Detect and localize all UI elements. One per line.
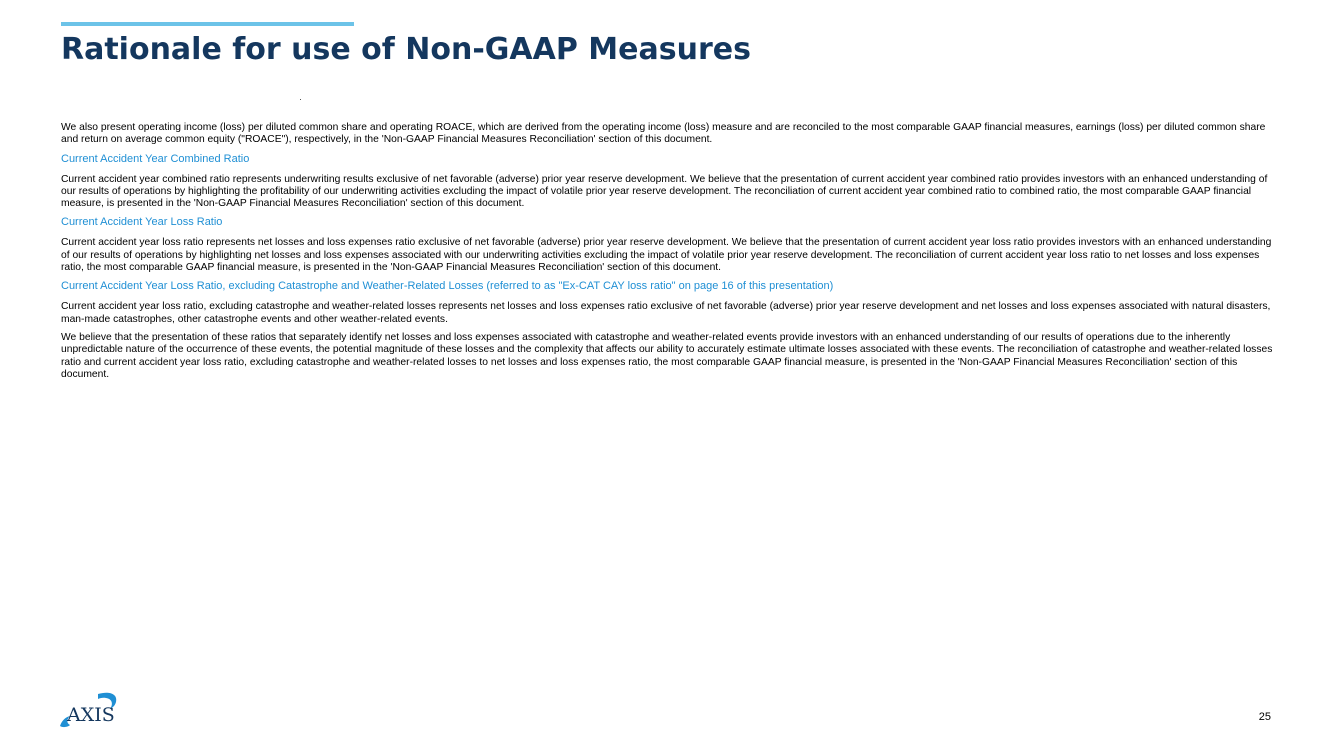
section-paragraph-cay-loss-ratio: Current accident year loss ratio represents net losses and loss expenses ratio exclusive of net favorable (adverse) prior year reserve development. We believe that the presentation of current accident year loss ratio provides investors with an enhanced understanding of our results of operations by highlighting net losses and loss expenses associated with our underwriting activities excluding the impact of volatile prior year reserve development. The reconciliation of current accident year loss ratio to net losses and loss expenses ratio, the most comparable GAAP financial measure, is presented in the 'Non-GAAP Financial Measures Reconciliation' section of this document.: [61, 237, 1272, 274]
page-number: 25: [1258, 711, 1271, 723]
section-paragraph-excat-rationale: We believe that the presentation of these ratios that separately identify net losses and loss expenses associated with catastrophe and weather-related events provide investors with an enhanced understanding of our results of operations due to the inherently unpredictable nature of the occurrence of these events, the potential magnitude of these losses and the complexity that affects our ability to accurately estimate ultimate losses associated with these events. The reconciliation of catastrophe and weather-related losses ratio and current accident year loss ratio, excluding catastrophe and weather-related losses to net losses and loss expenses ratio, the most comparable GAAP financial measure, is presented in the 'Non-GAAP Financial Measures Reconciliation' section of this document.: [61, 331, 1273, 380]
section-paragraph-cay-combined-ratio: Current accident year combined ratio represents underwriting results exclusive of net favorable (adverse) prior year reserve development. We believe that the presentation of current accident year combined ratio provides investors with an enhanced understanding of our results of operations by highlighting the profitability of our underwriting activities excluding the impact of volatile prior year reserve development. The reconciliation of current accident year combined ratio to combined ratio, the most comparable GAAP financial measure, is presented in the 'Non-GAAP Financial Measures Reconciliation' section of this document.: [61, 173, 1268, 210]
intro-paragraph: We also present operating income (loss) per diluted common share and operating ROACE, which are derived from the operating income (loss) measure and are reconciled to the most comparable GAAP financial measures, earnings (loss) per diluted common share and return on average common equity ("ROACE"), respectively, in the 'Non-GAAP Financial Measures Reconciliation' section of this document.: [61, 122, 1266, 146]
section-heading-excat-cay-loss-ratio: Current Accident Year Loss Ratio, excluding Catastrophe and Weather-Related Losses (referred to as "Ex-CAT CAY loss ratio" on page 16 of this presentation): [61, 280, 834, 293]
decorative-dot: [300, 99, 301, 100]
section-heading-cay-combined-ratio: Current Accident Year Combined Ratio: [61, 152, 250, 165]
page-title: Rationale for use of Non-GAAP Measures: [61, 32, 751, 67]
section-paragraph-excat-definition: Current accident year loss ratio, excluding catastrophe and weather-related losses represents net losses and loss expenses ratio exclusive of net favorable (adverse) prior year reserve development and net losses and loss expenses associated with natural disasters, man-made catastrophes, other catastrophe events and other weather-related events.: [61, 301, 1271, 325]
content-body: [61, 122, 1273, 387]
title-accent-bar: [61, 22, 354, 26]
axis-logo-icon: [58, 690, 120, 730]
axis-logo-text: AXIS: [67, 704, 115, 726]
section-heading-cay-loss-ratio: Current Accident Year Loss Ratio: [61, 216, 223, 229]
